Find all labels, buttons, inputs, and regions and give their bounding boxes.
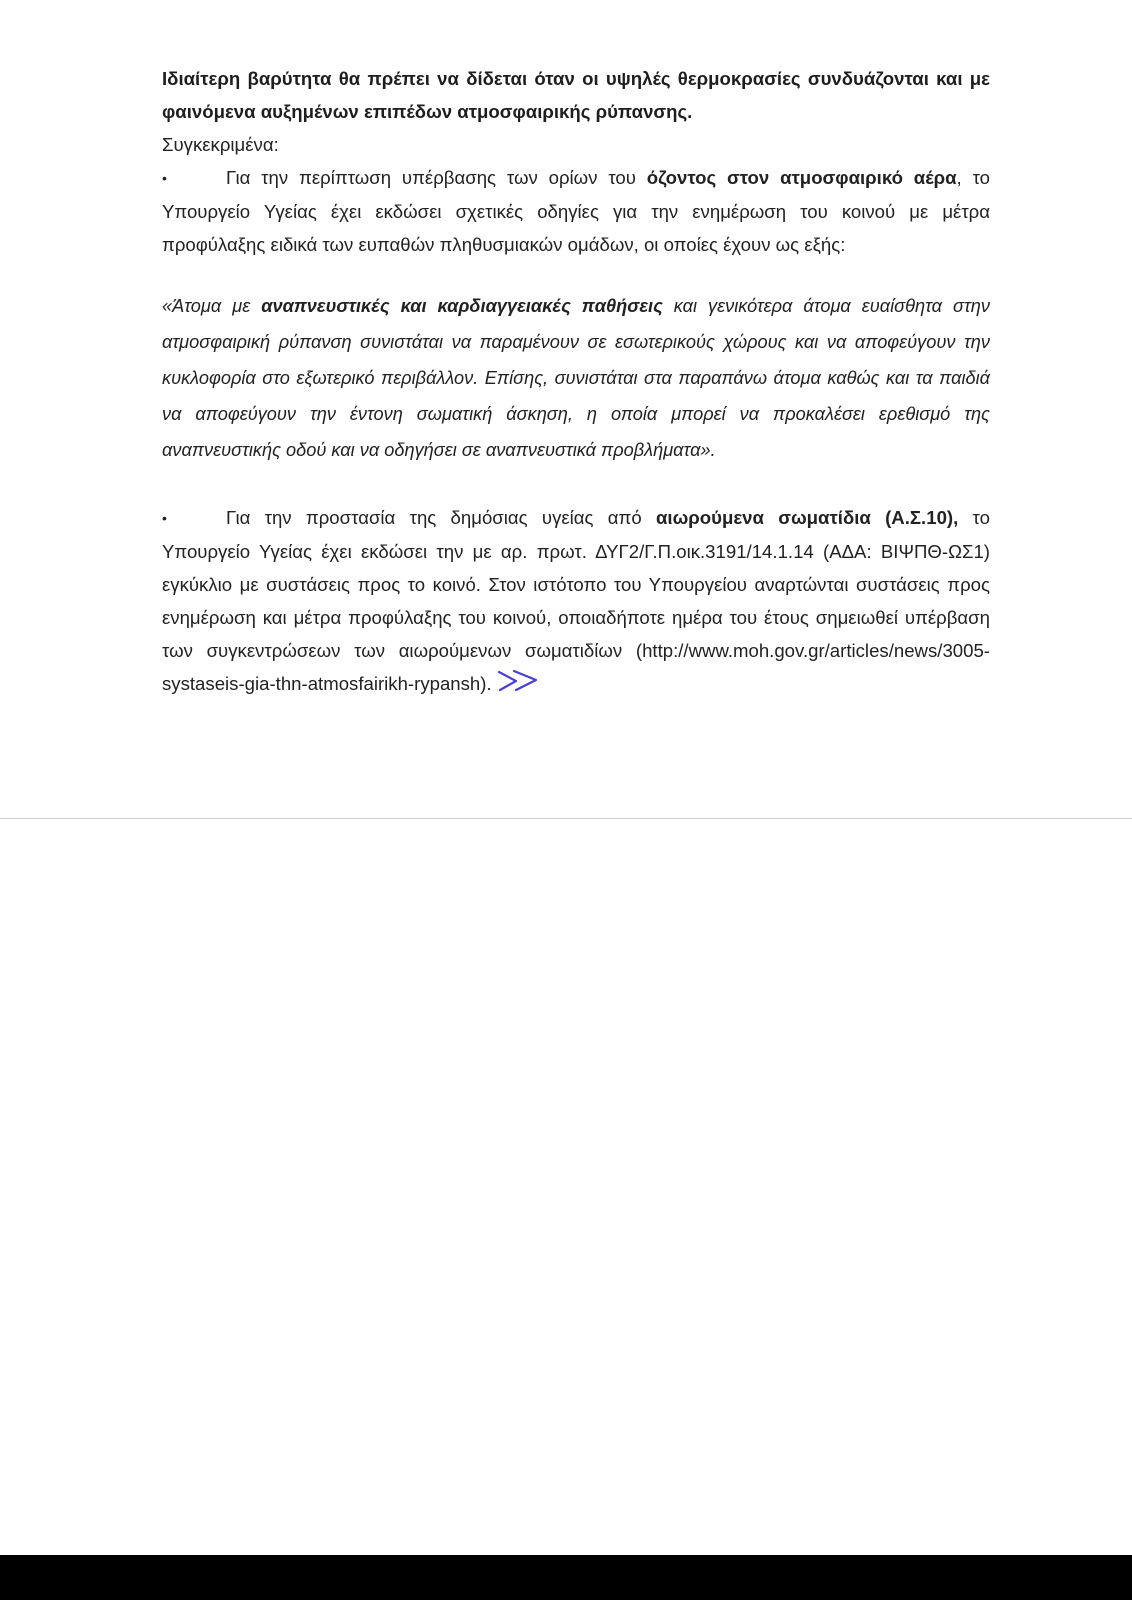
quote-recommendation — [162, 288, 990, 468]
bullet-ozone-text-before: Για την περίπτωση υπέρβασης των ορίων του — [226, 167, 647, 188]
intro-paragraph — [162, 62, 990, 161]
intro-bold-text: Ιδιαίτερη βαρύτητα θα πρέπει να δίδεται όταν οι υψηλές θερμοκρασίες συνδυάζονται και με φαινόμενα αυξημένων επιπέδων ατμοσφαιρικής ρύπανσης. — [162, 68, 990, 122]
quote-open: «Άτομα με — [162, 296, 262, 316]
bullet-ozone-text-after: , το Υπουργείο Υγείας έχει εκδώσει σχετικές οδηγίες για την ενημέρωση του κοινού με μέτρα προφύλαξης ειδικά των ευπαθών πληθυσμιακών ομάδων, οι οποίες έχουν ως εξής: — [162, 167, 990, 255]
quote-rest: και γενικότερα άτομα ευαίσθητα στην ατμοσφαιρική ρύπανση συνιστάται να παραμένουν σε εσωτερικούς χώρους και να αποφεύγουν την κυκλοφορία στο εξωτερικό περιβάλλον. Επίσης, συνιστάται στα παραπάνω άτομα καθώς και τα παιδιά να αποφεύγουν την έντονη σωματική άσκηση, η οποία μπορεί να προκαλέσει ερεθισμό της αναπνευστικής οδού και να οδηγήσει σε αναπνευστικά προβλήματα». — [162, 296, 990, 460]
bullet-particles-text-before: Για την προστασία της δημόσιας υγείας από — [226, 507, 656, 528]
bullet-ozone — [162, 161, 990, 261]
bullet-dot: • — [162, 170, 167, 186]
double-chevron-right-icon — [496, 668, 542, 704]
bullet-particles — [162, 501, 990, 704]
bullet-ozone-bold: όζοντος στον ατμοσφαιρικό αέρα — [646, 167, 957, 188]
bullet-particles-bold: αιωρούμενα σωματίδια (Α.Σ.10), — [656, 507, 959, 528]
scan-bottom-edge — [0, 1555, 1132, 1600]
bullet-dot: • — [162, 510, 167, 526]
document-body — [162, 62, 990, 704]
page-divider — [0, 818, 1132, 819]
intro-tail: Συγκεκριμένα: — [162, 134, 279, 155]
bullet-particles-text-after: το Υπουργείο Υγείας έχει εκδώσει την με αρ. πρωτ. ΔΥΓ2/Γ.Π.οικ.3191/14.1.14 (ΑΔΑ: ΒΙΨΠΘ-ΩΣ1) εγκύκλιο με συστάσεις προς το κοινό. Στον ιστότοπο του Υπουργείου αναρτώνται συστάσεις προς ενημέρωση και μέτρα προφύλαξης του κοινού, οποιαδήποτε ημέρα του έτους σημειωθεί υπέρβαση των συγκεντρώσεων των αιωρούμενων σωματιδίων (http://www.moh.gov.gr/articles/news/3005-systaseis-gia-thn-atmosfairikh-rypansh). — [162, 507, 990, 694]
quote-bold: αναπνευστικές και καρδιαγγειακές παθήσεις — [261, 296, 663, 316]
